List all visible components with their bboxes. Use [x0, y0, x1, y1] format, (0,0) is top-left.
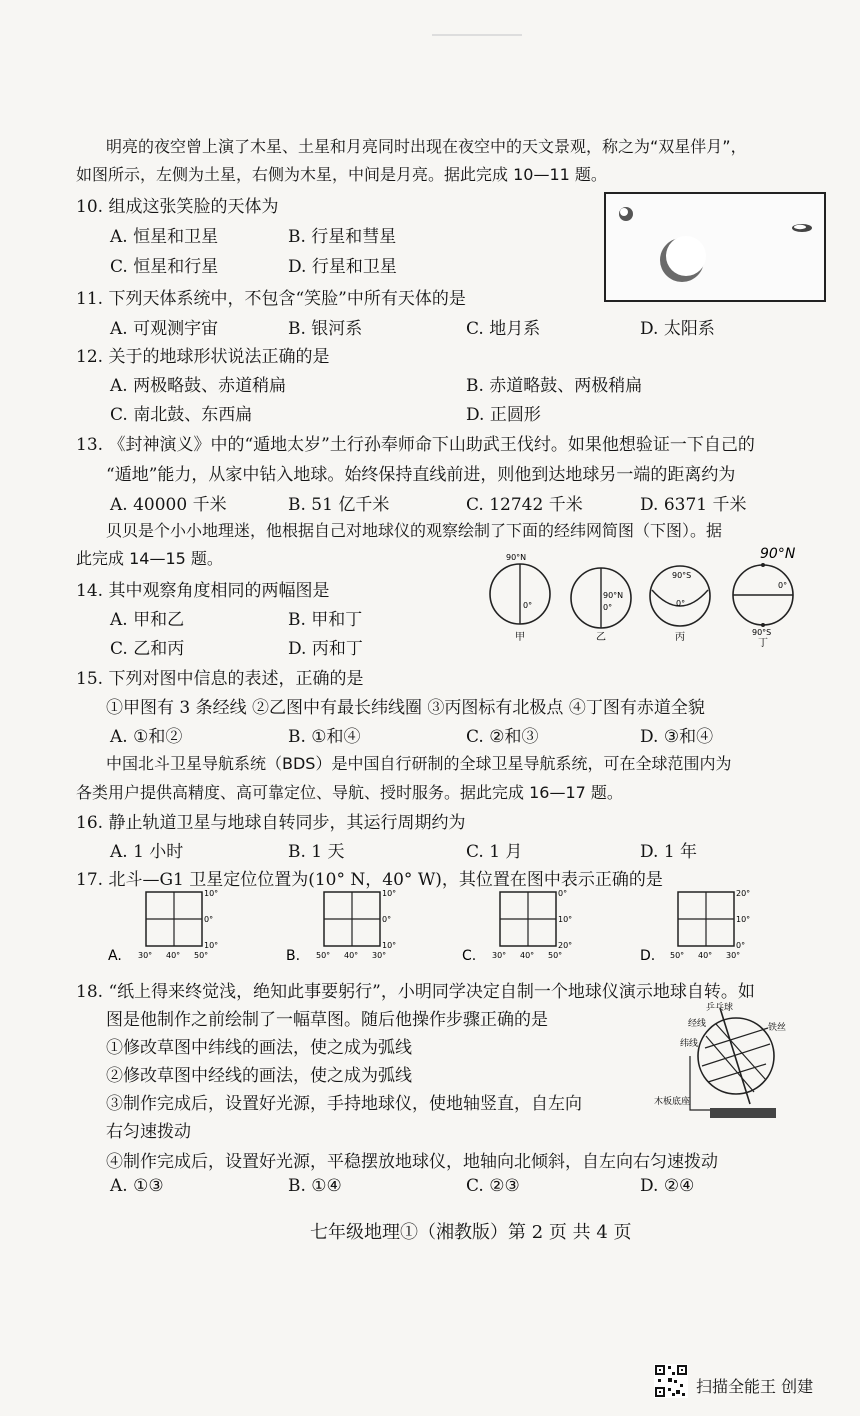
grid-a-letter: A. [108, 948, 122, 964]
q18-option-d: D. ②④ [640, 1176, 695, 1196]
q17-grid-d [640, 889, 750, 964]
sketch-pingpong-label: 乒乓球 [706, 1003, 734, 1013]
q18-item-3-line1: ③制作完成后，设置好光源，手持地球仪，使地轴竖直，自左向 [106, 1094, 582, 1114]
smiley-sky-photo [604, 192, 826, 302]
question-14-stem: 14. 其中观察角度相同的两幅图是 [76, 581, 330, 601]
question-16-stem: 16. 静止轨道卫星与地球自转同步，其运行周期约为 [76, 813, 466, 833]
grid-b-lon-left: 50° [316, 951, 331, 960]
grid-b-letter: B. [286, 948, 301, 964]
globe-bing-top-label: 90°S [672, 571, 692, 580]
globe-yi [571, 568, 631, 643]
grid-c-lon-mid: 40° [520, 951, 535, 960]
globe-ding [733, 546, 796, 649]
globe-yi-top-label: 90°N [603, 591, 624, 600]
q17-grid-c [462, 889, 572, 964]
grid-a-lat-bottom: 10° [204, 941, 219, 950]
sketch-base-label: 木板底座 [654, 1097, 691, 1107]
q10-option-d: D. 行星和卫星 [288, 257, 397, 277]
q17-grid-a [108, 889, 218, 964]
globe-ding-mid-label: 0° [778, 581, 788, 590]
q15-option-d: D. ③和④ [640, 727, 714, 747]
grid-d-lat-bottom: 0° [736, 941, 746, 950]
q18-item-1: ①修改草图中纬线的画法，使之成为弧线 [106, 1038, 412, 1058]
globe-yi-name: 乙 [596, 632, 606, 643]
q13-option-b: B. 51 亿千米 [288, 495, 390, 515]
q15-option-a: A. ①和② [110, 727, 183, 747]
q18-item-4: ④制作完成后，设置好光源，平稳摆放地球仪，地轴向北倾斜，自左向右匀速拨动 [106, 1152, 718, 1172]
q10-option-b: B. 行星和彗星 [288, 227, 397, 247]
q14-option-a: A. 甲和乙 [110, 610, 185, 630]
globe-jia-name: 甲 [515, 632, 525, 643]
q11-option-a: A. 可观测宇宙 [110, 319, 219, 339]
globe-bing [650, 566, 710, 643]
grid-a-lon-mid: 40° [166, 951, 181, 960]
grid-c-lat-top: 0° [558, 889, 568, 898]
intro-14-15-line2: 此完成 14—15 题。 [76, 549, 223, 568]
grid-a-lat-mid: 0° [204, 915, 214, 924]
question-13-stem-line2: “遁地”能力，从家中钻入地球。始终保持直线前进，则他到达地球另一端的距离约为 [106, 465, 736, 485]
q10-option-a: A. 恒星和卫星 [110, 227, 219, 247]
globe-bing-name: 丙 [675, 632, 685, 643]
globe-yi-mid-label: 0° [603, 603, 613, 612]
qr-code-icon [654, 1364, 688, 1398]
q15-option-c: C. ②和③ [466, 727, 539, 747]
grid-c-lat-mid: 10° [558, 915, 573, 924]
page-top-mark [432, 34, 522, 36]
question-15-stem: 15. 下列对图中信息的表述，正确的是 [76, 669, 364, 689]
q17-grid-b [286, 889, 396, 964]
grid-d-lon-right: 30° [726, 951, 741, 960]
grid-d-lat-top: 20° [736, 889, 751, 898]
question-18-stem-line1: 18. “纸上得来终觉浅，绝知此事要躬行”，小明同学决定自制一个地球仪演示地球自转。如 [76, 982, 755, 1002]
grid-a-lon-left: 30° [138, 951, 153, 960]
grid-b-lon-right: 30° [372, 951, 387, 960]
q17-grid-options [100, 884, 800, 966]
grid-d-letter: D. [640, 948, 656, 964]
q12-option-b: B. 赤道略鼓、两极稍扁 [466, 376, 643, 396]
globe-ding-name: 丁 [758, 638, 768, 649]
question-10-stem: 10. 组成这张笑脸的天体为 [76, 197, 279, 217]
grid-d-lon-left: 50° [670, 951, 685, 960]
globe-grid-diagrams [480, 540, 820, 652]
sketch-longitude-label: 经线 [688, 1019, 707, 1029]
grid-b-lon-mid: 40° [344, 951, 359, 960]
q16-option-d: D. 1 年 [640, 842, 698, 862]
grid-c-lat-bottom: 20° [558, 941, 573, 950]
intro-14-15-line1: 贝贝是个小小地理迷，他根据自己对地球仪的观察绘制了下面的经纬网简图（下图）。据 [106, 521, 723, 540]
question-12-stem: 12. 关于的地球形状说法正确的是 [76, 347, 330, 367]
q10-option-c: C. 恒星和行星 [110, 257, 219, 277]
intro-16-17-line1: 中国北斗卫星导航系统（BDS）是中国自行研制的全球卫星导航系统，可在全球范围内为 [106, 754, 732, 773]
q12-option-c: C. 南北鼓、东西扁 [110, 405, 253, 425]
q14-option-c: C. 乙和丙 [110, 639, 185, 659]
sketch-wire-label: 铁丝 [768, 1023, 787, 1033]
q13-option-a: A. 40000 千米 [110, 495, 227, 515]
q16-option-c: C. 1 月 [466, 842, 523, 862]
q12-option-a: A. 两极略鼓、赤道稍扁 [110, 376, 287, 396]
grid-d-lon-mid: 40° [698, 951, 713, 960]
q14-option-d: D. 丙和丁 [288, 639, 363, 659]
scanner-brand-text: 扫描全能王 创建 [696, 1377, 814, 1396]
globe-ding-bottom-label: 90°S [752, 628, 772, 637]
globe-jia-top-label: 90°N [506, 553, 527, 562]
q18-option-a: A. ①③ [110, 1176, 164, 1196]
intro-10-11-line2: 如图所示，左侧为土星，右侧为木星，中间是月亮。据此完成 10—11 题。 [76, 165, 607, 184]
q15-statements: ①甲图有 3 条经线 ②乙图中有最长纬线圈 ③丙图标有北极点 ④丁图有赤道全貌 [106, 698, 705, 718]
intro-16-17-line2: 各类用户提供高精度、高可靠定位、导航、授时服务。据此完成 16—17 题。 [76, 783, 623, 802]
question-11-stem: 11. 下列天体系统中，不包含“笑脸”中所有天体的是 [76, 289, 466, 309]
globe-ding-top-label: 90°N [760, 546, 796, 562]
q16-option-a: A. 1 小时 [110, 842, 184, 862]
q13-option-d: D. 6371 千米 [640, 495, 747, 515]
grid-a-lat-top: 10° [204, 889, 219, 898]
question-13-stem-line1: 13. 《封神演义》中的“遁地太岁”土行孙奉师命下山助武王伐纣。如果他想验证一下自己的 [76, 435, 755, 455]
grid-c-lon-right: 50° [548, 951, 563, 960]
q16-option-b: B. 1 天 [288, 842, 345, 862]
q11-option-c: C. 地月系 [466, 319, 541, 339]
q11-option-d: D. 太阳系 [640, 319, 715, 339]
page-footer: 七年级地理①（湘教版）第 2 页 共 4 页 [310, 1222, 632, 1243]
q14-option-b: B. 甲和丁 [288, 610, 363, 630]
grid-c-letter: C. [462, 948, 477, 964]
intro-10-11-line1: 明亮的夜空曾上演了木星、土星和月亮同时出现在夜空中的天文景观，称之为“双星伴月”， [106, 137, 747, 156]
grid-b-lat-top: 10° [382, 889, 397, 898]
question-17-stem: 17. 北斗—G1 卫星定位位置为(10° N，40° W)，其位置在图中表示正确的是 [76, 870, 663, 890]
q18-item-2: ②修改草图中经线的画法，使之成为弧线 [106, 1066, 412, 1086]
q18-option-c: C. ②③ [466, 1176, 520, 1196]
grid-b-lat-bottom: 10° [382, 941, 397, 950]
grid-c-lon-left: 30° [492, 951, 507, 960]
q18-item-3-line2: 右匀速拨动 [106, 1122, 191, 1142]
sketch-latitude-label: 纬线 [680, 1039, 699, 1049]
globe-jia-mid-label: 0° [523, 601, 533, 610]
globe-sketch-diagram [650, 1000, 800, 1136]
q13-option-c: C. 12742 千米 [466, 495, 583, 515]
grid-a-lon-right: 50° [194, 951, 209, 960]
question-18-stem-line2: 图是他制作之前绘制了一幅草图。随后他操作步骤正确的是 [106, 1010, 548, 1030]
globe-bing-mid-label: 0° [676, 599, 686, 608]
q12-option-d: D. 正圆形 [466, 405, 541, 425]
q18-option-b: B. ①④ [288, 1176, 342, 1196]
globe-jia [490, 553, 550, 643]
grid-b-lat-mid: 0° [382, 915, 392, 924]
q15-option-b: B. ①和④ [288, 727, 361, 747]
q11-option-b: B. 银河系 [288, 319, 363, 339]
grid-d-lat-mid: 10° [736, 915, 751, 924]
